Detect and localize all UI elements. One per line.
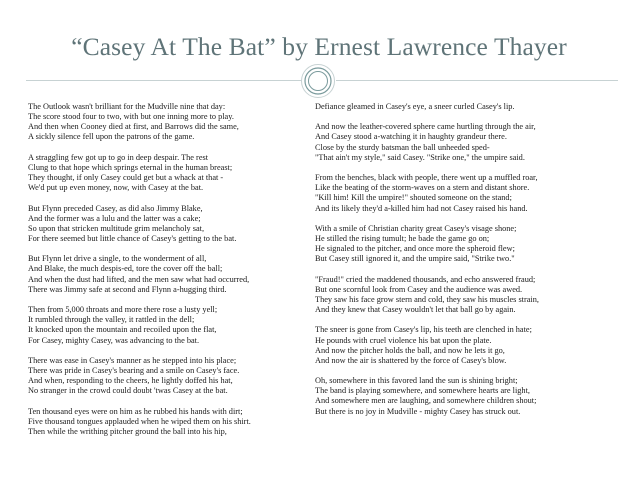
poem-line: We'd put up even money, now, with Casey at the bat. (28, 183, 204, 193)
poem-line: They thought, if only Casey could get but a whack at that - (28, 173, 224, 183)
title-divider-left (26, 80, 302, 81)
stanza (315, 102, 625, 112)
poem-line: And Blake, the much despis-ed, tore the cover off the ball; (28, 264, 223, 274)
poem-line: He pounds with cruel violence his bat upon the plate. (315, 335, 492, 345)
poem-line: A straggling few got up to go in deep despair. The rest (28, 152, 209, 162)
poem-line: Then from 5,000 throats and more there rose a lusty yell; (28, 305, 218, 315)
poem-line: And Casey stood a-watching it in haughty grandeur there. (315, 132, 507, 142)
stanza (315, 224, 625, 265)
poem-line: But there is no joy in Mudville - mighty Casey has struck out. (315, 406, 521, 416)
stanza (315, 122, 625, 163)
poem-line: And when the dust had lifted, and the men saw what had occurred, (28, 274, 250, 284)
poem-line: So upon that stricken multitude grim melancholy sat, (28, 223, 205, 233)
poem-line: From the benches, black with people, there went up a muffled roar, (315, 173, 538, 183)
poem-line: Close by the sturdy batsman the ball unheeded sped- (315, 142, 490, 152)
poem-line: It knocked upon the mountain and recoiled upon the flat, (28, 325, 217, 335)
poem-line: But Flynn let drive a single, to the wonderment of all, (28, 254, 207, 264)
poem-line: The Outlook wasn't brilliant for the Mudville nine that day: (28, 102, 226, 111)
poem-line: They saw his face grow stern and cold, they saw his muscles strain, (315, 294, 539, 304)
stanza (28, 356, 308, 397)
poem-line: There was ease in Casey's manner as he stepped into his place; (28, 355, 237, 365)
stanza (28, 407, 308, 437)
stanza (315, 275, 625, 316)
poem-line: He signaled to the pitcher, and once more the spheroid flew; (315, 244, 515, 254)
poem-line: The band is playing somewhere, and somewhere hearts are light, (315, 386, 530, 396)
poem-line: And its likely they'd a-killed him had not Casey raised his hand. (315, 203, 528, 213)
poem-line: For Casey, mighty Casey, was advancing to the bat. (28, 335, 200, 345)
stanza (28, 153, 308, 194)
poem-line: He stilled the rising tumult; he bade the game go on; (315, 233, 490, 243)
poem-line: It rumbled through the valley, it rattled in the dell; (28, 315, 195, 325)
stanza (315, 325, 625, 366)
poem-line: A sickly silence fell upon the patrons of the game. (28, 132, 195, 142)
poem-line: And the former was a lulu and the latter was a cake; (28, 213, 201, 223)
poem-line: Defiance gleamed in Casey's eye, a sneer curled Casey's lip. (315, 102, 515, 111)
poem-line: And now the leather-covered sphere came hurtling through the air, (315, 122, 536, 132)
poem-line: Oh, somewhere in this favored land the sun is shining bright; (315, 376, 518, 386)
poem-line: And now the pitcher holds the ball, and now he lets it go, (315, 345, 505, 355)
poem-line: But Flynn preceded Casey, as did also Jimmy Blake, (28, 203, 203, 213)
poem-column-right (315, 102, 625, 427)
title-divider-right (336, 80, 618, 81)
poem-line: For there seemed but little chance of Casey's getting to the bat. (28, 234, 237, 243)
poem-line: "Kill him! Kill the umpire!" shouted someone on the stand; (315, 193, 512, 203)
poem-line: And when, responding to the cheers, he lightly doffed his hat, (28, 376, 233, 386)
slide-title: “Casey At The Bat” by Ernest Lawrence Thayer (71, 32, 567, 61)
poem-line: "Fraud!" cried the maddened thousands, and echo answered fraud; (315, 274, 536, 284)
poem-line: And then when Cooney died at first, and Barrows did the same, (28, 122, 239, 132)
poem-column-left (28, 102, 308, 447)
poem-line: There was pride in Casey's bearing and a smile on Casey's face. (28, 365, 240, 375)
stanza (28, 305, 308, 346)
poem-line: Then while the writhing pitcher ground the ball into his hip, (28, 426, 227, 436)
poem-line: The sneer is gone from Casey's lip, his teeth are clenched in hate; (315, 325, 532, 335)
poem-line: But Casey still ignored it, and the umpire said, "Strike two." (315, 254, 515, 264)
poem-line: Like the beating of the storm-waves on a stern and distant shore. (315, 183, 530, 193)
poem-line: No stranger in the crowd could doubt 'twas Casey at the bat. (28, 386, 228, 396)
poem-line: With a smile of Christian charity great Casey's visage shone; (315, 223, 517, 233)
circle-ornament-icon (300, 63, 336, 99)
poem-line: Five thousand tongues applauded when he wiped them on his shirt. (28, 416, 251, 426)
stanza (315, 376, 625, 417)
poem-line: Clung to that hope which springs eternal in the human breast; (28, 162, 233, 172)
poem-line: There was Jimmy safe at second and Flynn a-hugging third. (28, 284, 227, 294)
poem-line: But one scornful look from Casey and the audience was awed. (315, 284, 523, 294)
poem-line: "That ain't my style," said Casey. "Strike one," the umpire said. (315, 152, 525, 162)
poem-line: Ten thousand eyes were on him as he rubbed his hands with dirt; (28, 406, 243, 416)
poem-line: And they knew that Casey wouldn't let that ball go by again. (315, 305, 516, 315)
stanza (28, 204, 308, 245)
poem-line: And somewhere men are laughing, and somewhere children shout; (315, 396, 537, 406)
poem-line: And now the air is shattered by the force of Casey's blow. (315, 355, 507, 365)
stanza (28, 254, 308, 295)
stanza (28, 102, 308, 143)
poem-line: The score stood four to two, with but one inning more to play. (28, 112, 234, 122)
stanza (315, 173, 625, 214)
